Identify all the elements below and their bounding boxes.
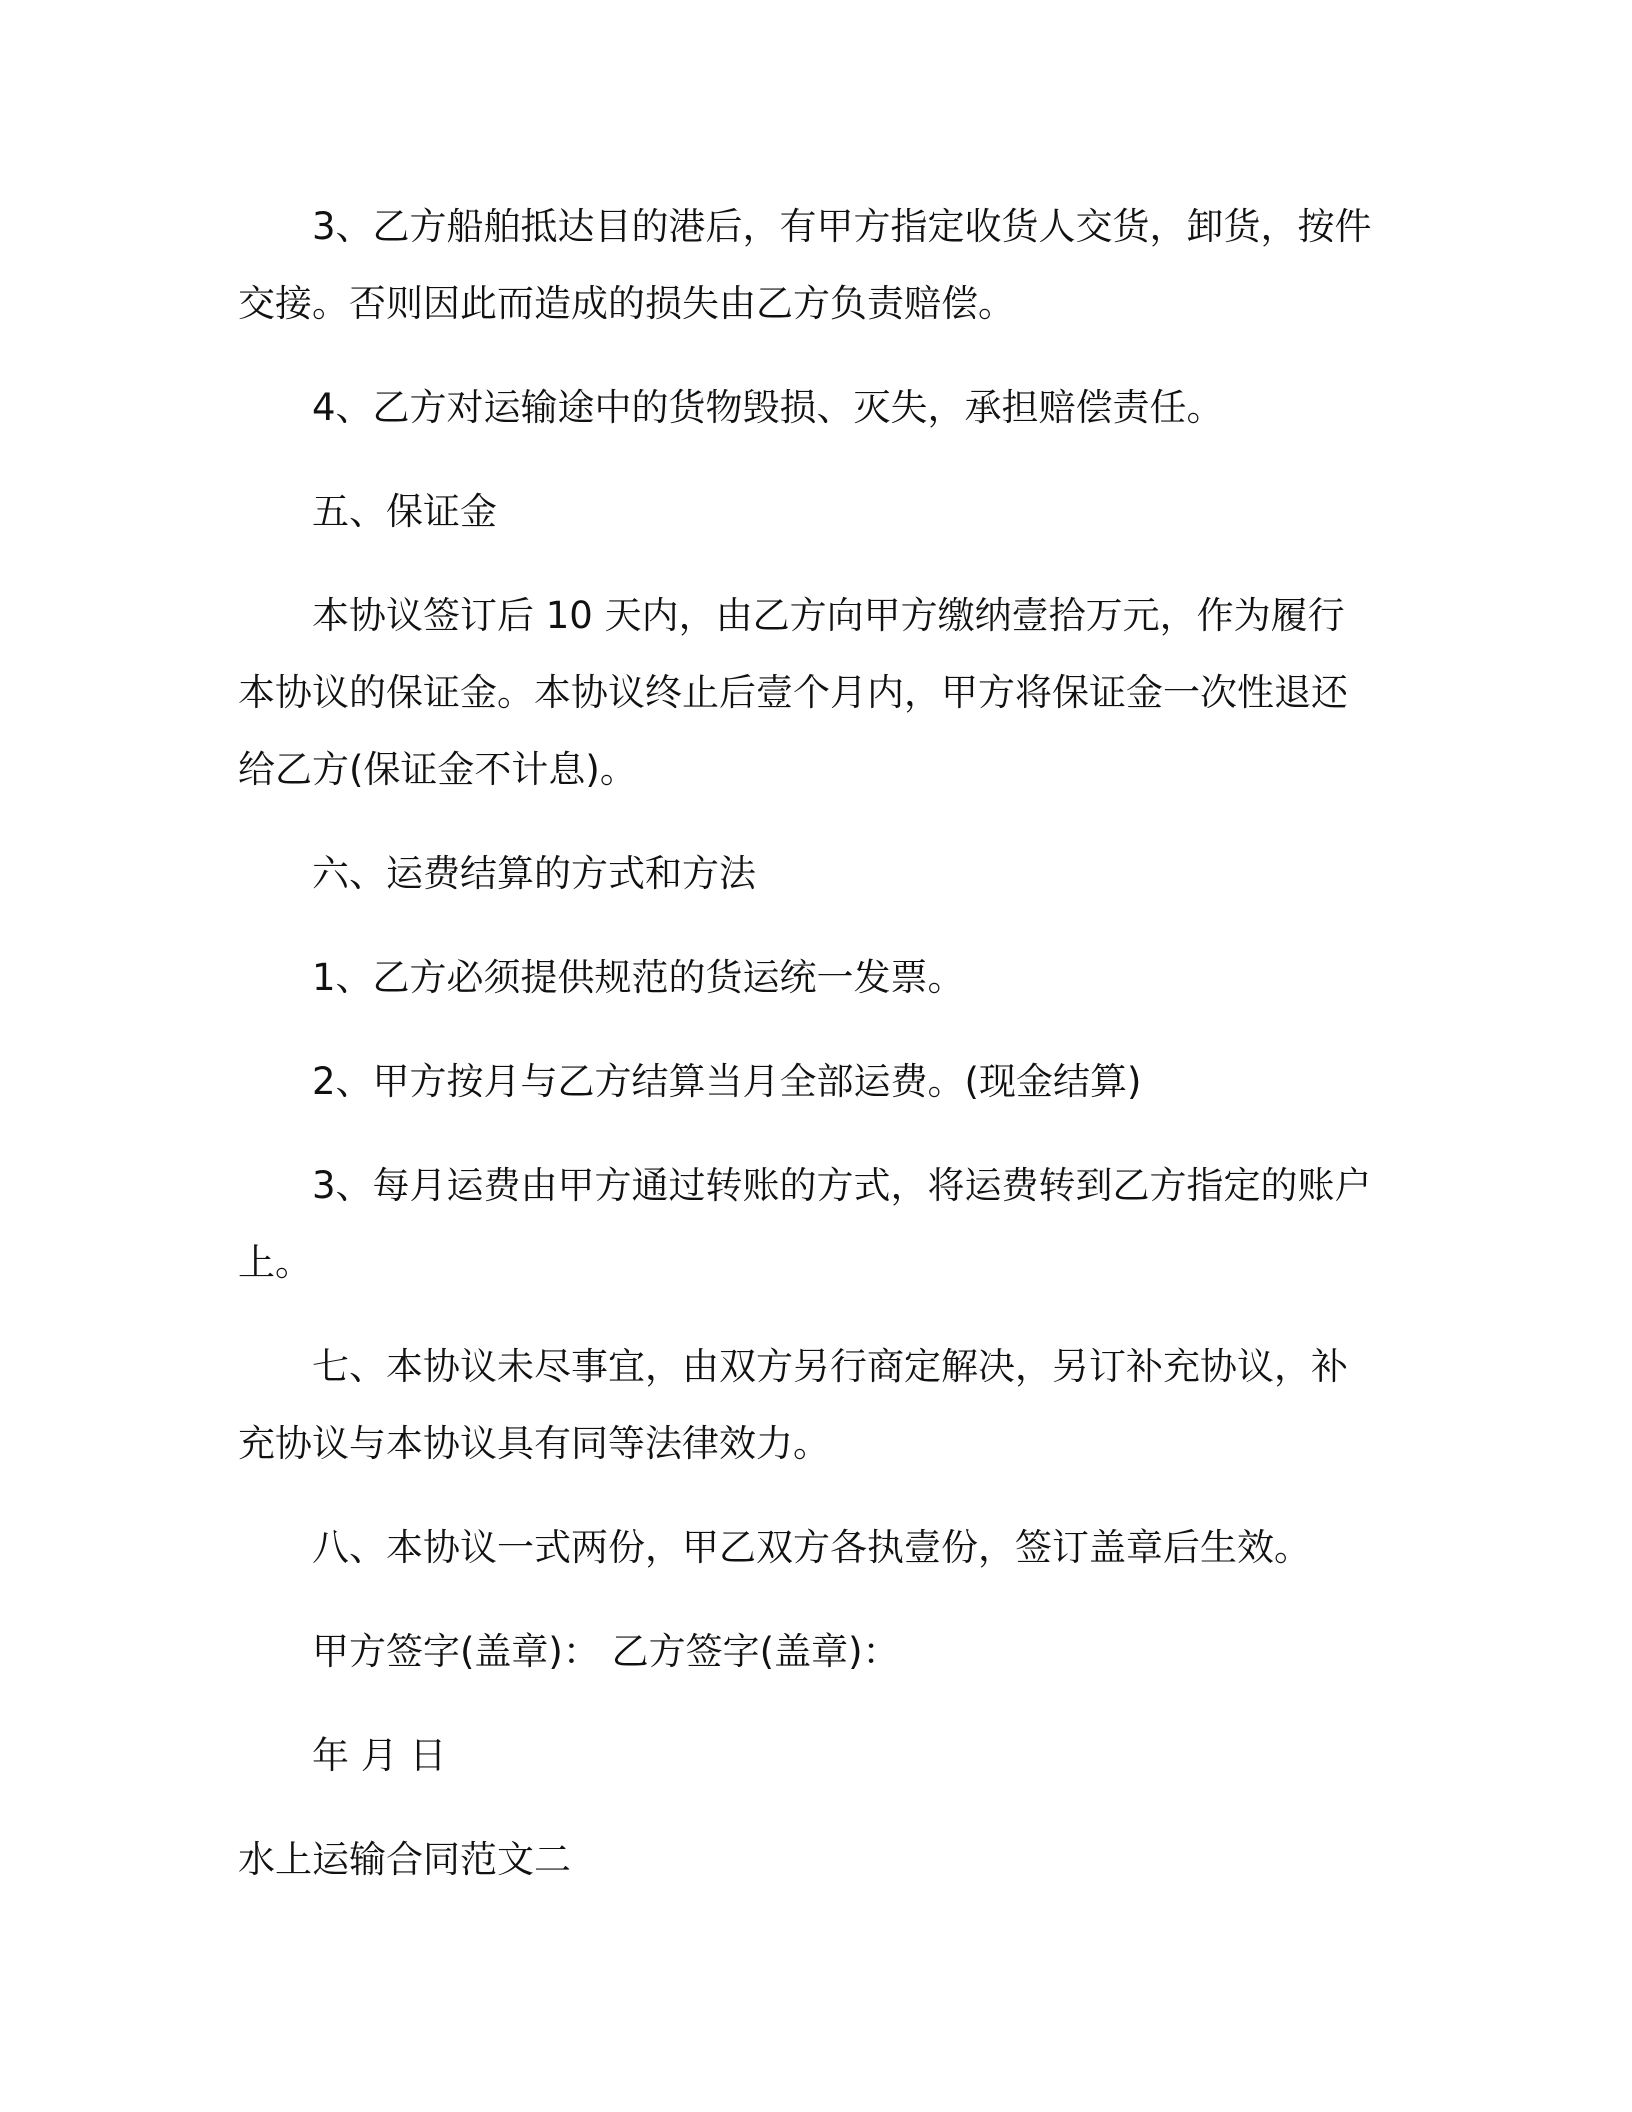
settlement-item-2: 2、甲方按月与乙方结算当月全部运费。(现金结算) (312, 1060, 1142, 1103)
clause-4-damage-liability: 4、乙方对运输途中的货物毁损、灭失，承担赔偿责任。 (312, 386, 1224, 429)
section-8-paragraph: 八、本协议一式两份，甲乙双方各执壹份，签订盖章后生效。 (312, 1526, 1311, 1569)
section-heading-sample-two: 水上运输合同范文二 (238, 1838, 571, 1881)
section-6-heading: 六、运费结算的方式和方法 (312, 852, 756, 895)
signature-line: 甲方签字(盖章)： 乙方签字(盖章)： (312, 1630, 900, 1673)
section-7-paragraph: 七、本协议未尽事宜，由双方另行商定解决，另订补充协议，补充协议与本协议具有同等法律效力。 (238, 1345, 1348, 1465)
deposit-paragraph: 本协议签订后 10 天内，由乙方向甲方缴纳壹拾万元，作为履行本协议的保证金。本协议终止后壹个月内，甲方将保证金一次性退还给乙方(保证金不计息)。 (238, 594, 1348, 791)
settlement-item-1: 1、乙方必须提供规范的货运统一发票。 (312, 956, 965, 999)
settlement-item-3: 3、每月运费由甲方通过转账的方式，将运费转到乙方指定的账户上。 (238, 1164, 1372, 1284)
section-5-heading: 五、保证金 (312, 490, 497, 533)
document-body (238, 188, 1378, 1898)
clause-3-delivery: 3、乙方船舶抵达目的港后，有甲方指定收货人交货，卸货，按件交接。否则因此而造成的损失由乙方负责赔偿。 (238, 205, 1372, 325)
date-line: 年 月 日 (312, 1734, 447, 1777)
